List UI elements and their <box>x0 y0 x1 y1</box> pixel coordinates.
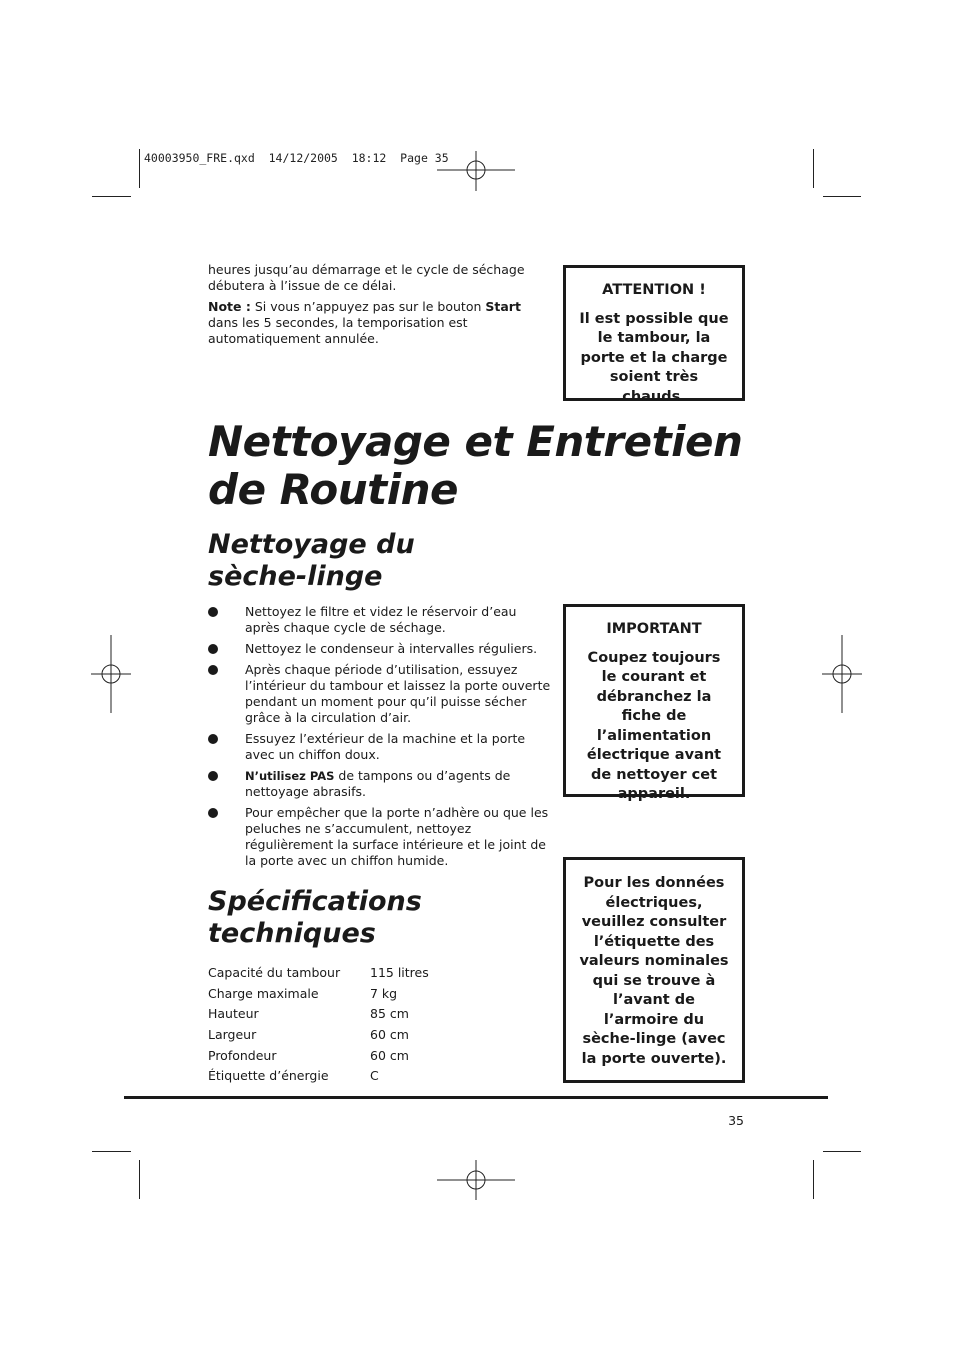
crop-mark-top-left-vertical <box>139 149 140 188</box>
table-row: Charge maximale 7 kg <box>208 985 398 1001</box>
list-item: Pour empêcher que la porte n’adhère ou que les peluches ne s’accumulent, nettoyez régulièrement la surface intérieure et le joint de la porte avec un chiffon humide. <box>208 805 553 869</box>
registration-mark-left <box>91 635 131 713</box>
page-number: 35 <box>728 1113 744 1128</box>
attention-box <box>563 265 745 405</box>
bullet-icon <box>208 734 218 744</box>
bullet-icon <box>208 808 218 818</box>
crop-mark-bottom-right-vertical <box>813 1160 814 1199</box>
table-row: Étiquette d’énergie C <box>208 1068 379 1084</box>
table-row: Profondeur 60 cm <box>208 1047 409 1063</box>
list-item: Nettoyez le condenseur à intervalles réguliers. <box>208 641 553 657</box>
registration-mark-right <box>822 635 862 713</box>
attention-body: Il est possible que le tambour, la porte et la charge soient très chauds. <box>579 310 729 405</box>
crop-mark-top-right-vertical <box>813 149 814 188</box>
list-item: Essuyez l’extérieur de la machine et la porte avec un chiffon doux. <box>208 731 553 763</box>
list-item: Après chaque période d’utilisation, essuyez l’intérieur du tambour et laissez la porte ouverte pendant un moment pour qu’il puisse sécher grâce à la circulation d’air. <box>208 662 553 726</box>
note-text-after: dans les 5 secondes, la temporisation est automatiquement annulée. <box>208 315 468 346</box>
important-title: IMPORTANT <box>606 621 702 637</box>
table-row: Hauteur 85 cm <box>208 1006 409 1022</box>
bullet-icon <box>208 771 218 781</box>
bullet-icon <box>208 665 218 675</box>
footer-rule <box>124 1096 828 1099</box>
note-paragraph <box>208 299 553 347</box>
registration-mark-top <box>437 151 515 191</box>
crop-mark-bottom-right-horizontal <box>823 1151 861 1152</box>
electrical-info-body: Pour les données électriques, veuillez consulter l’étiquette des valeurs nominales qui se trouve à l’avant de l’armoire du sèche-linge (avec la porte ouverte). <box>579 875 729 1067</box>
bullet-icon <box>208 644 218 654</box>
attention-title: ATTENTION ! <box>602 282 706 298</box>
table-row: Capacité du tambour 115 litres <box>208 964 429 980</box>
page-title: Nettoyage et Entretien de Routine <box>208 417 743 514</box>
crop-mark-bottom-left-horizontal <box>92 1151 131 1152</box>
table-row: Largeur 60 cm <box>208 1026 409 1042</box>
warning-emphasis: N’utilisez PAS <box>245 769 335 783</box>
crop-mark-top-right-horizontal <box>823 196 861 197</box>
list-item: Nettoyez le filtre et videz le réservoir d’eau après chaque cycle de séchage. <box>208 604 553 636</box>
list-item: N’utilisez PAS de tampons ou d’agents de nettoyage abrasifs. <box>208 768 553 800</box>
intro-text <box>208 262 553 352</box>
registration-mark-bottom <box>437 1160 515 1200</box>
important-box <box>563 604 745 802</box>
intro-paragraph: heures jusqu’au démarrage et le cycle de séchage débutera à l’issue de ce délai. <box>208 262 525 293</box>
cleaning-heading: Nettoyage du sèche-linge <box>208 529 415 592</box>
note-start-button-name: Start <box>485 299 521 314</box>
crop-mark-top-left-horizontal <box>92 196 131 197</box>
bullet-icon <box>208 607 218 617</box>
crop-mark-bottom-left-vertical <box>139 1160 140 1199</box>
electrical-info-box <box>563 857 745 1083</box>
note-label: Note : <box>208 299 251 314</box>
cleaning-list <box>208 604 553 874</box>
note-text-before: Si vous n’appuyez pas sur le bouton <box>254 299 482 314</box>
important-body: Coupez toujours le courant et débranchez la fiche de l’alimentation électrique avant de nettoyer cet appareil. <box>586 649 722 802</box>
specs-heading: Spécifications techniques <box>208 886 422 949</box>
specs-table <box>208 962 429 1086</box>
print-slug: 40003950_FRE.qxd 14/12/2005 18:12 Page 35 <box>144 151 449 165</box>
